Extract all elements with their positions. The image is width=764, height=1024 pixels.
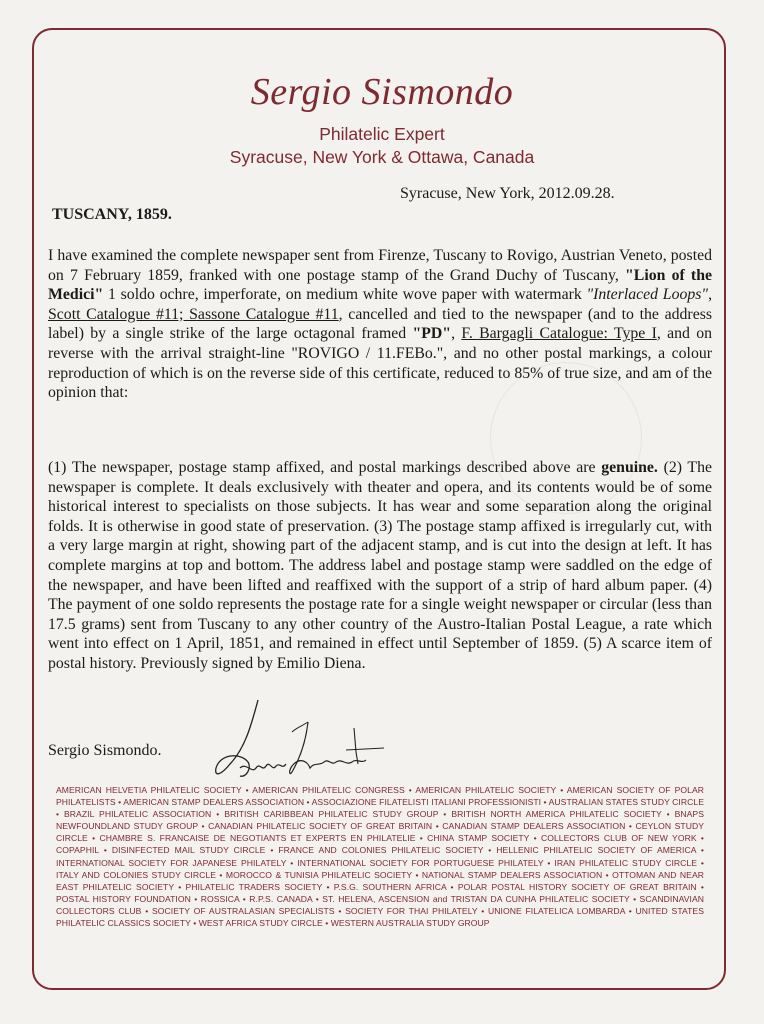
text-run: (1) The newspaper, postage stamp affixed, and postal markings described above are <box>48 459 602 476</box>
cancel-name: "PD" <box>412 325 452 343</box>
bargagli-reference: F. Bargagli Catalogue: Type I <box>461 325 657 343</box>
text-run: I have examined the complete newspaper sent from Firenze, Tuscany to Rovigo, Austrian Veneto, posted on 7 February 1859, franked with one postage stamp of the Grand Duchy of Tuscany, <box>48 247 712 284</box>
text-run: , <box>708 286 713 304</box>
text-run: , <box>451 325 462 343</box>
memberships-list: AMERICAN HELVETIA PHILATELIC SOCIETY • AMERICAN PHILATELIC CONGRESS • AMERICAN PHILATELIC SOCIETY • AMERICAN SOCIETY OF POLAR PHILATELISTS • AMERICAN STAMP DEALERS ASSOCIATION • ASSOCIAZIONE FILATELISTI ITALIANI PROFESSIONISTI • AUSTRALIAN STATES STUDY CIRCLE • BRAZIL PHILATELIC ASSOCIATION • BRITISH CARIBBEAN PHILATELIC STUDY GROUP • BRITISH NORTH AMERICA PHILATELIC SOCIETY • BNAPS NEWFOUNDLAND STUDY GROUP • CANADIAN PHILATELIC SOCIETY OF GREAT BRITAIN • CANADIAN STAMP DEALERS ASSOCIATION • CEYLON STUDY CIRCLE • CHAMBRE S. FRANCAISE DE NEGOTIANTS ET EXPERTS EN PHILATELIE • CHINA STAMP SOCIETY • COLLECTORS CLUB OF NEW YORK • COPAPHIL • DISINFECTED MAIL STUDY CIRCLE • FRANCE AND COLONIES PHILATELIC SOCIETY • HELLENIC PHILATELIC SOCIETY OF AMERICA • INTERNATIONAL SOCIETY FOR JAPANESE PHILATELY • INTERNATIONAL SOCIETY FOR PORTUGUESE PHILATELY • IRAN PHILATELIC STUDY CIRCLE • ITALY AND COLONIES STUDY CIRCLE • MOROCCO & TUNISIA PHILATELIC SOCIETY • NATIONAL STAMP DEALERS ASSOCIATION • OTTOMAN AND NEAR EAST PHILATELIC SOCIETY • PHILATELIC TRADERS SOCIETY • P.S.G. SOUTHERN AFRICA • POLAR POSTAL HISTORY SOCIETY OF GREAT BRITAIN • POSTAL HISTORY FOUNDATION • ROSSICA • R.P.S. CANADA • ST. HELENA, ASCENSION and TRISTAN DA CUNHA PHILATELIC SOCIETY • SCANDINAVIAN COLLECTORS CLUB • SOCIETY OF AUSTRALASIAN SPECIALISTS • SOCIETY FOR THAI PHILATELY • UNIONE FILATELICA LOMBARDA • UNITED STATES PHILATELIC CLASSICS SOCIETY • WEST AFRICA STUDY CIRCLE • WESTERN AUSTRALIA STUDY GROUP <box>56 785 704 929</box>
description-paragraph <box>48 246 712 403</box>
text-run: (2) The newspaper is complete. It deals exclusively with theater and opera, and its contents would be of some historical interest to specialists on those subjects. It has wear and some separation along the original folds. It is otherwise in good state of preservation. (3) The postage stamp affixed is irregularly cut, with a very large margin at right, showing part of the adjacent stamp, and is cut into the design at left. It has complete margins at top and bottom. The address label and postage stamp were saddled on the edge of the newspaper, and have been lifted and reaffixed with the support of a strip of hard album paper. (4) The payment of one soldo represents the postage rate for a single weight newspaper or circular (less than 17.5 grams) sent from Tuscany to any other country of the Austro-Italian Postal League, a rate which went into effect on 1 April, 1851, and remained in effect until September of 1859. (5) A scarce item of postal history. Previously signed by Emilio Diena. <box>48 459 712 672</box>
genuine-verdict: genuine. <box>601 459 658 476</box>
text-run: , and on reverse with the arrival straight-line "ROVIGO / 11.FEBo.", and no other postal markings, a colour reproduction of which is on the reverse side of this certificate, reduced to 85% of true size, and am of the opinion that: <box>48 325 712 402</box>
signature-image <box>196 692 396 792</box>
certificate-heading: TUSCANY, 1859. <box>52 206 172 223</box>
text-run: , cancelled and tied to the newspaper (and to the address label) by a single strike of the large octagonal framed <box>48 305 712 343</box>
signer-name: Sergio Sismondo. <box>48 742 162 759</box>
catalogue-reference: Scott Catalogue #11; Sassone Catalogue #11 <box>48 305 339 323</box>
watermark-name: "Interlaced Loops" <box>586 286 709 304</box>
place-date: Syracuse, New York, 2012.09.28. <box>400 185 615 202</box>
expert-name: Sergio Sismondo <box>250 71 514 113</box>
opinion-paragraph <box>48 458 712 674</box>
expert-cities: Syracuse, New York & Ottawa, Canada <box>229 147 535 167</box>
stamp-name: "Lion of the Medici" <box>48 266 712 304</box>
text-run: 1 soldo ochre, imperforate, on medium white wove paper with watermark <box>103 286 587 304</box>
expert-title: Philatelic Expert <box>319 124 445 144</box>
